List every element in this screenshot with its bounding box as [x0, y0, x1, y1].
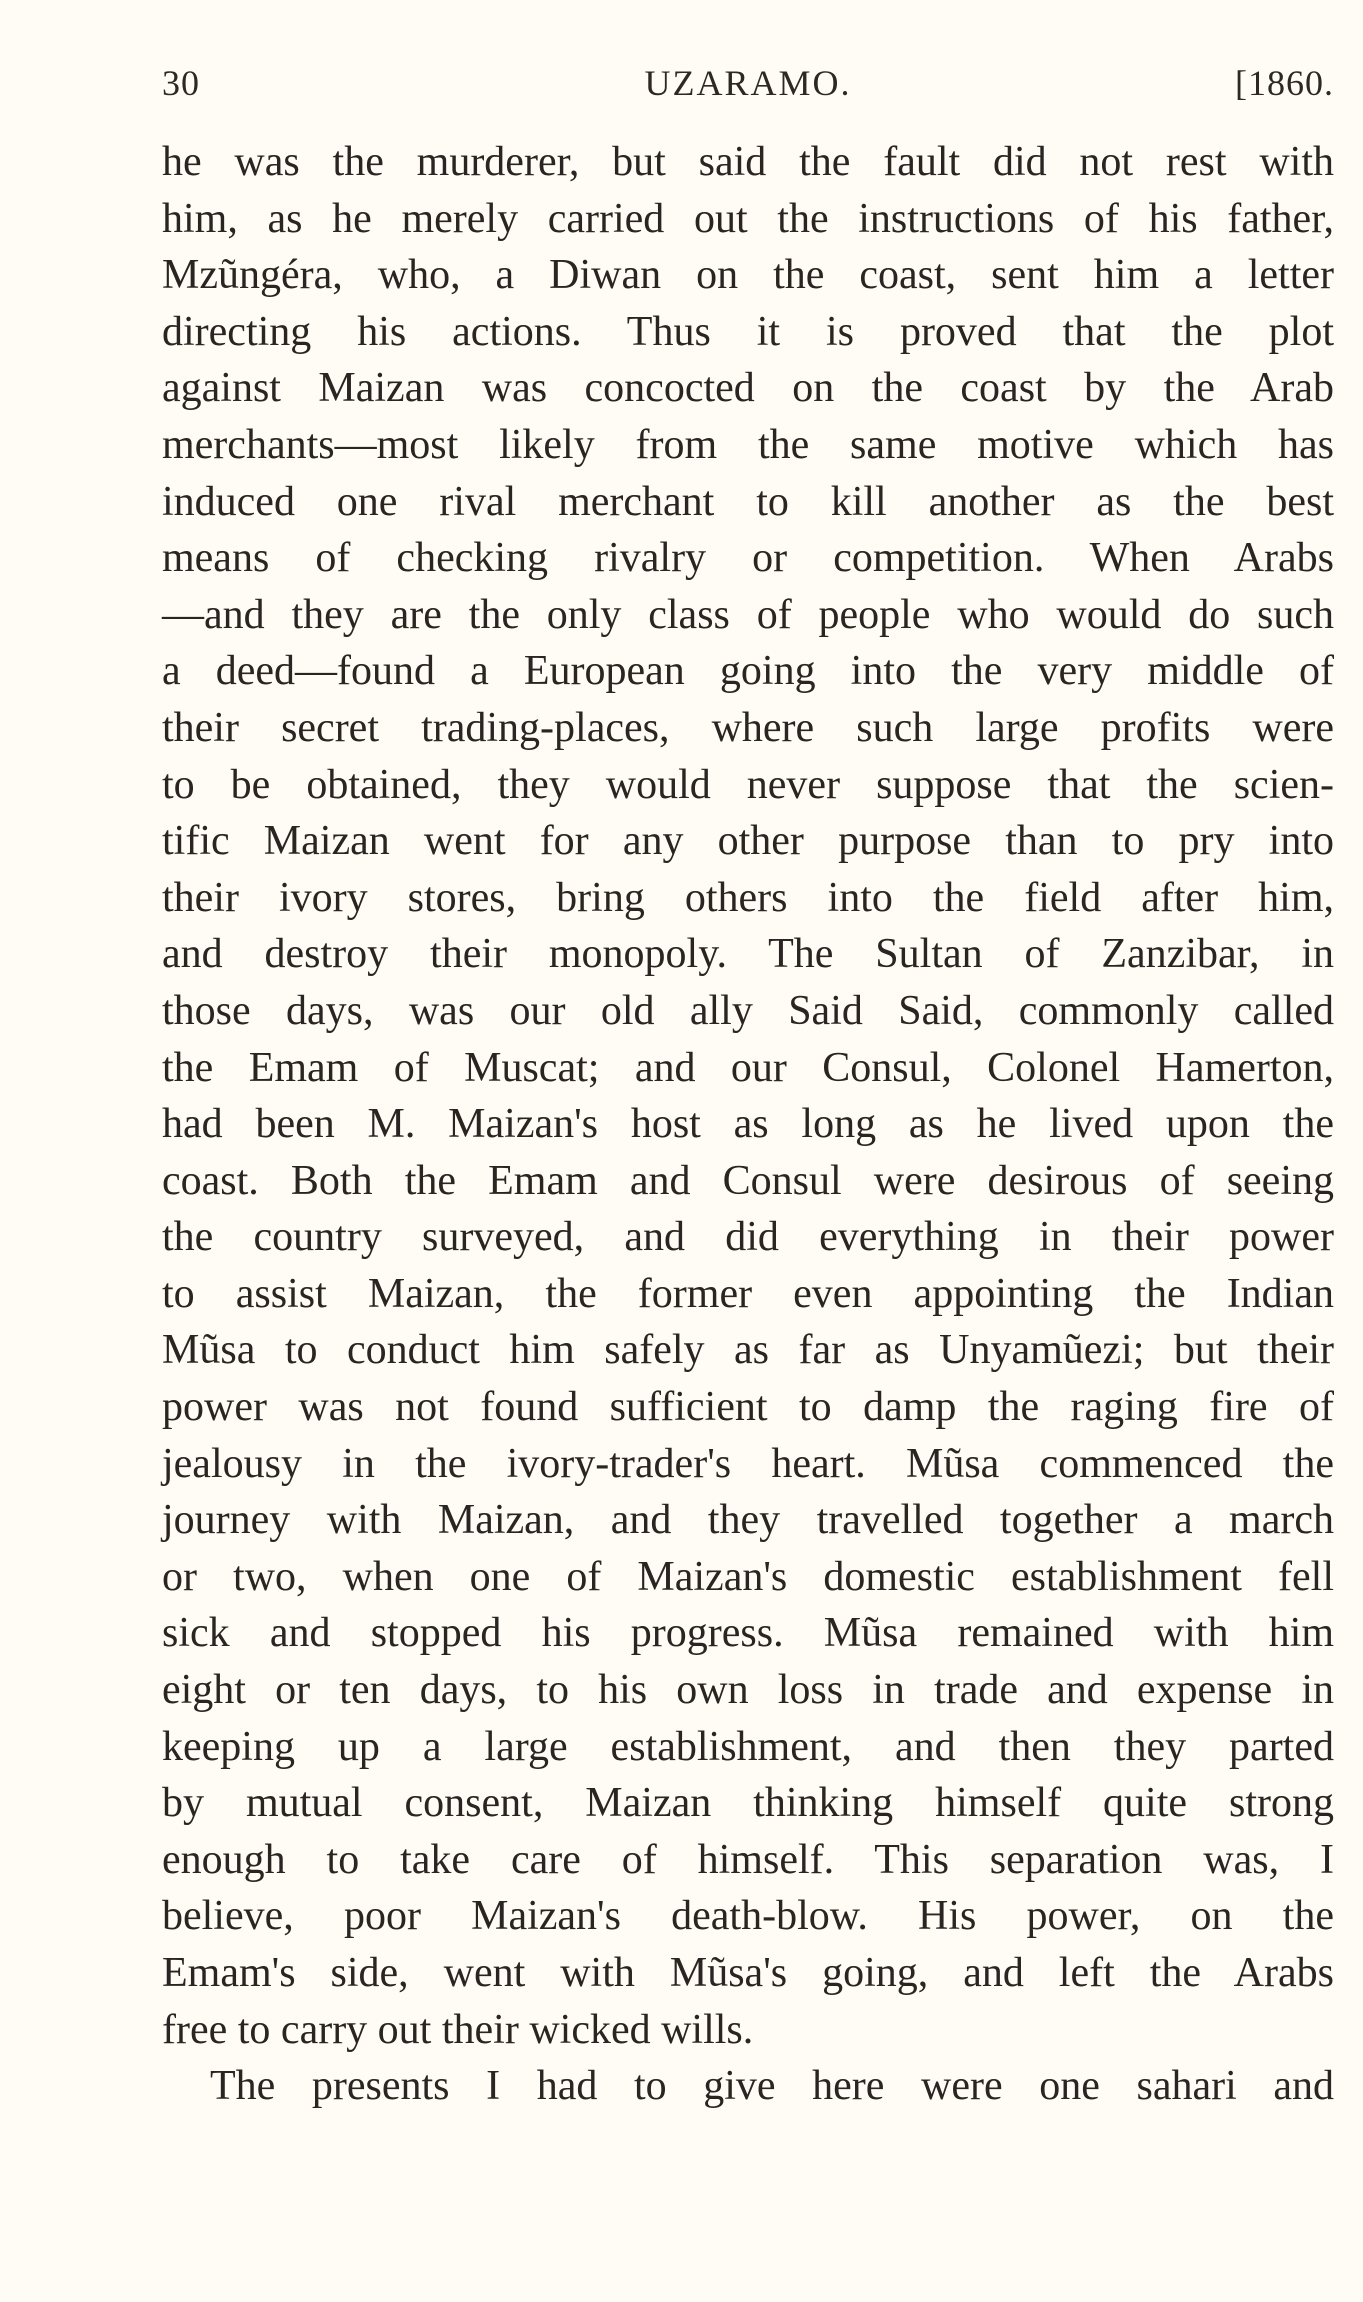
text-line: those days, was our old ally Said Said, commonly called	[162, 987, 1334, 1034]
text-line: their ivory stores, bring others into the field after him,	[162, 874, 1334, 921]
text-line: to be obtained, they would never suppose that the scien-	[162, 761, 1334, 808]
running-year: [1860.	[1235, 63, 1334, 103]
text-line: to assist Maizan, the former even appointing the Indian	[162, 1270, 1334, 1317]
text-line: Mũsa to conduct him safely as far as Unyamũezi; but their	[162, 1327, 1334, 1374]
running-head	[162, 62, 1334, 122]
text-line: enough to take care of himself. This separation was, I	[162, 1836, 1334, 1883]
running-title: UZARAMO.	[644, 63, 852, 103]
text-line: eight or ten days, to his own loss in trade and expense in	[162, 1667, 1334, 1714]
text-line: coast. Both the Emam and Consul were desirous of seeing	[162, 1157, 1334, 1204]
text-line: power was not found sufficient to damp the raging fire of	[162, 1384, 1334, 1431]
page-number: 30	[162, 63, 200, 103]
text-line: he was the murderer, but said the fault did not rest with	[162, 139, 1334, 185]
text-line: the Emam of Muscat; and our Consul, Colonel Hamerton,	[162, 1044, 1334, 1091]
text-line: sick and stopped his progress. Mũsa remained with him	[162, 1610, 1334, 1657]
text-line: keeping up a large establishment, and then they parted	[162, 1723, 1334, 1770]
text-line: directing his actions. Thus it is proved that the plot	[162, 308, 1334, 355]
text-line: merchants—most likely from the same motive which has	[162, 421, 1334, 468]
paragraph-start-line: The presents I had to give here were one sahari and	[210, 2063, 1334, 2110]
text-line: had been M. Maizan's host as long as he lived upon the	[162, 1101, 1334, 1148]
text-line: and destroy their monopoly. The Sultan of Zanzibar, in	[162, 931, 1334, 978]
text-line: against Maizan was concocted on the coast by the Arab	[162, 365, 1334, 412]
text-line: him, as he merely carried out the instructions of his father,	[162, 195, 1334, 242]
text-line: Mzũngéra, who, a Diwan on the coast, sent him a letter	[162, 252, 1334, 299]
text-line: their secret trading-places, where such large profits were	[162, 704, 1334, 751]
text-line: tific Maizan went for any other purpose than to pry into	[162, 818, 1334, 865]
text-body	[162, 134, 1334, 2115]
text-line: jealousy in the ivory-trader's heart. Mũsa commenced the	[162, 1440, 1334, 1487]
text-line: means of checking rivalry or competition. When Arabs	[162, 535, 1334, 582]
text-line: —and they are the only class of people who would do such	[162, 591, 1334, 638]
text-line: the country surveyed, and did everything in their power	[162, 1214, 1334, 1261]
paragraph-end-line: free to carry out their wicked wills.	[162, 2006, 754, 2053]
text-line: believe, poor Maizan's death-blow. His power, on the	[162, 1893, 1334, 1940]
text-line: Emam's side, went with Mũsa's going, and left the Arabs	[162, 1950, 1334, 1996]
text-line: journey with Maizan, and they travelled together a march	[162, 1497, 1334, 1544]
text-line: by mutual consent, Maizan thinking himself quite strong	[162, 1780, 1334, 1827]
text-line: a deed—found a European going into the very middle of	[162, 648, 1334, 695]
text-line: or two, when one of Maizan's domestic establishment fell	[162, 1553, 1334, 1600]
text-line: induced one rival merchant to kill another as the best	[162, 478, 1334, 525]
